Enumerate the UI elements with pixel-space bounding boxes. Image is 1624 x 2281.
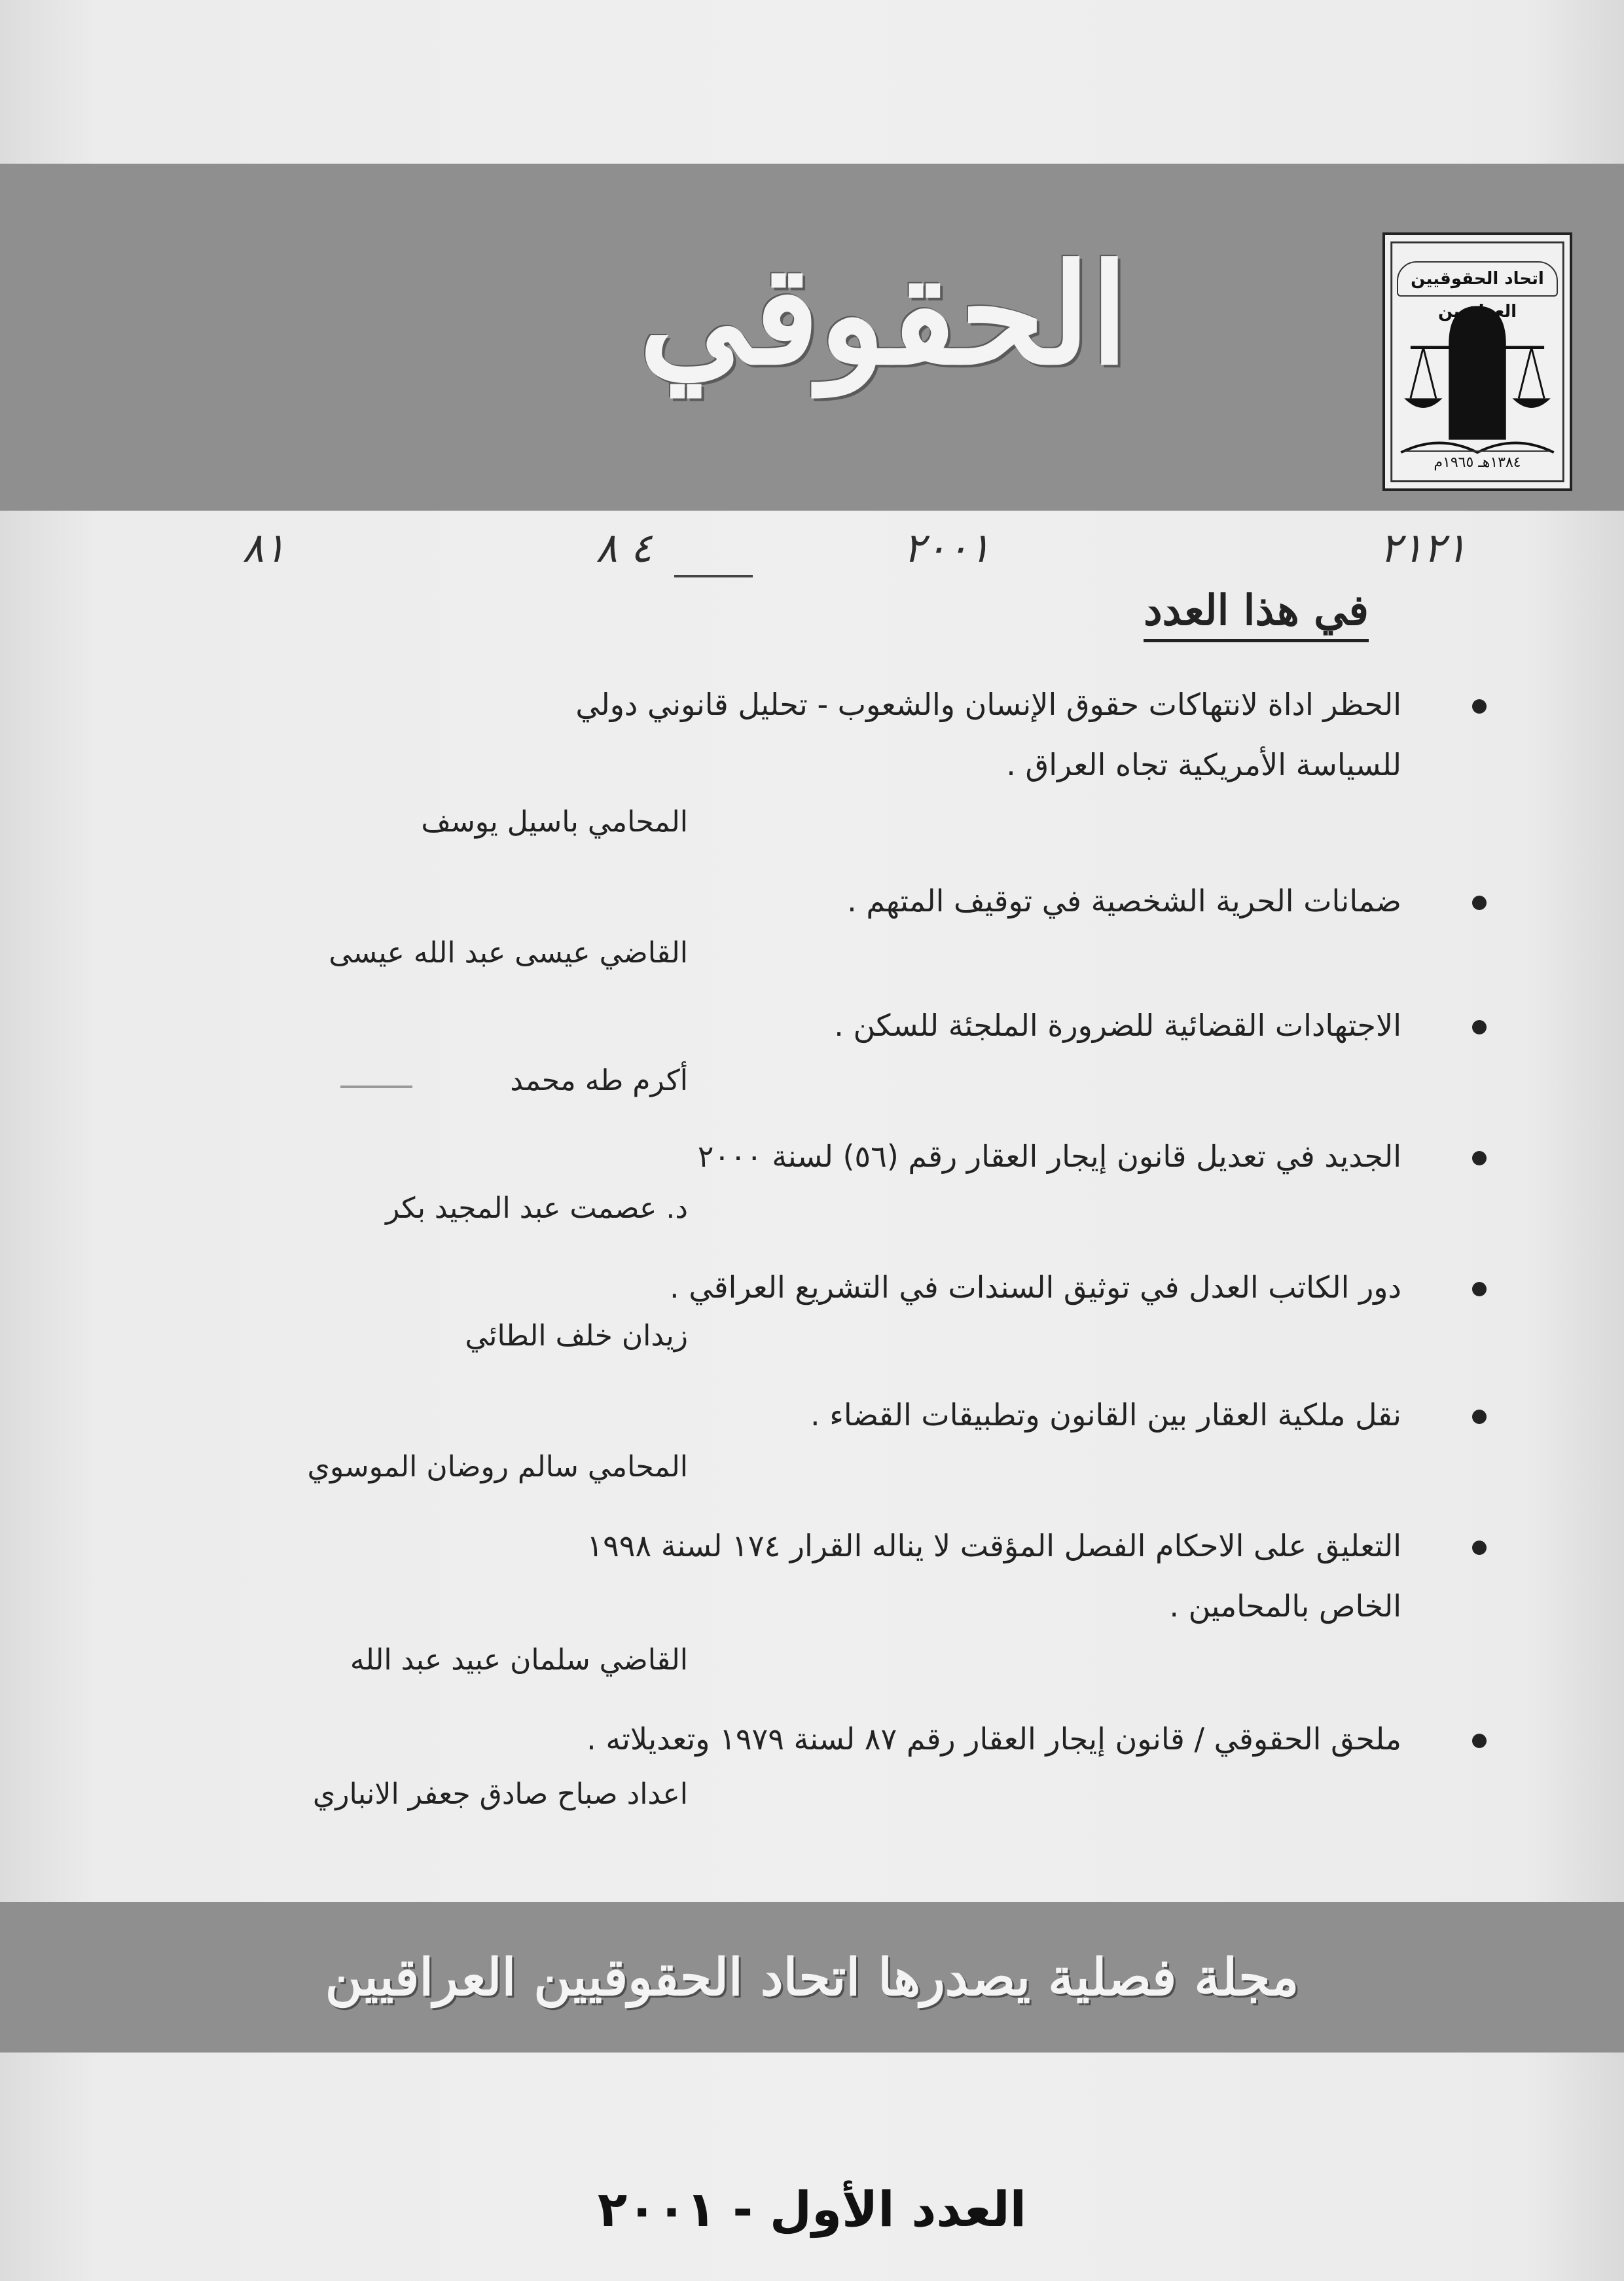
separator-dash [340,1086,412,1088]
handwritten-year: ٢٠٠١ [903,524,991,572]
toc-item [210,1516,1401,1636]
toc-item-author: المحامي باسيل يوسف [421,805,688,839]
issue-number: العدد الأول - ٢٠٠١ [598,2181,1026,2238]
bullet-icon [1472,896,1487,910]
toc-item-title: التعليق على الاحكام الفصل المؤقت لا يناله القرار ١٧٤ لسنة ١٩٩٨ [586,1528,1401,1563]
toc-item-author: زيدان خلف الطائي [465,1319,688,1353]
bullet-icon [1472,1282,1487,1296]
toc-item-title: الحظر اداة لانتهاكات حقوق الإنسان والشعوب - تحليل قانوني دولي [575,687,1401,722]
bullet-icon [1472,1734,1487,1748]
union-emblem [1382,232,1572,491]
toc-item-title: نقل ملكية العقار بين القانون وتطبيقات القضاء . [810,1397,1401,1432]
toc-item-author: القاضي عيسى عبد الله عيسى [329,936,688,970]
handwritten-issue-ref: ٤ ٨ [596,524,653,572]
toc-item-author: القاضي سلمان عبيد عبد الله [350,1643,688,1677]
toc-item [210,1257,1401,1317]
toc-item-title: الاجتهادات القضائية للضرورة الملجئة للسكن . [834,1008,1401,1043]
bullet-icon [1472,699,1487,714]
handwritten-dash [674,575,753,577]
toc-item-author: أكرم طه محمد [510,1064,688,1097]
emblem-year: ١٣٨٤هـ ١٩٦٥م [1405,450,1550,474]
toc-item-author: اعداد صباح صادق جعفر الانباري [312,1778,688,1811]
handwritten-page-ref: ٨١ [242,524,286,572]
toc-item-author: المحامي سالم روضان الموسوي [307,1450,688,1484]
toc-item-title: الجديد في تعديل قانون إيجار العقار رقم (٥٦) لسنة ٢٠٠٠ [697,1139,1401,1174]
tagline: مجلة فصلية يصدرها اتحاد الحقوقيين العراقيين [325,1947,1299,2007]
bullet-icon [1472,1020,1487,1034]
handwritten-code: ٢١٢١ [1379,524,1467,572]
toc-item-title-continued: للسياسة الأمريكية تجاه العراق . [1006,747,1401,782]
toc-item [210,1385,1401,1445]
toc-item-author: د. عصمت عبد المجيد بكر [386,1192,688,1225]
bullet-icon [1472,1151,1487,1165]
toc-item [210,674,1401,795]
toc-item [210,871,1401,931]
toc-item-title: دور الكاتب العدل في توثيق السندات في التشريع العراقي . [670,1269,1401,1305]
magazine-title: الحقوقي [638,233,1129,395]
toc-item [210,1126,1401,1186]
toc-item-title-continued: الخاص بالمحامين . [1169,1588,1401,1624]
toc-item [210,995,1401,1055]
toc-item [210,1709,1401,1769]
bullet-icon [1472,1541,1487,1555]
toc-item-title: ملحق الحقوقي / قانون إيجار العقار رقم ٨٧ لسنة ١٩٧٩ وتعديلاته . [586,1721,1401,1757]
emblem-label: اتحاد الحقوقيين العراقيين [1397,261,1558,297]
toc-item-title: ضمانات الحرية الشخصية في توقيف المتهم . [847,883,1401,919]
bullet-icon [1472,1410,1487,1424]
contents-heading: في هذا العدد [1144,586,1369,642]
